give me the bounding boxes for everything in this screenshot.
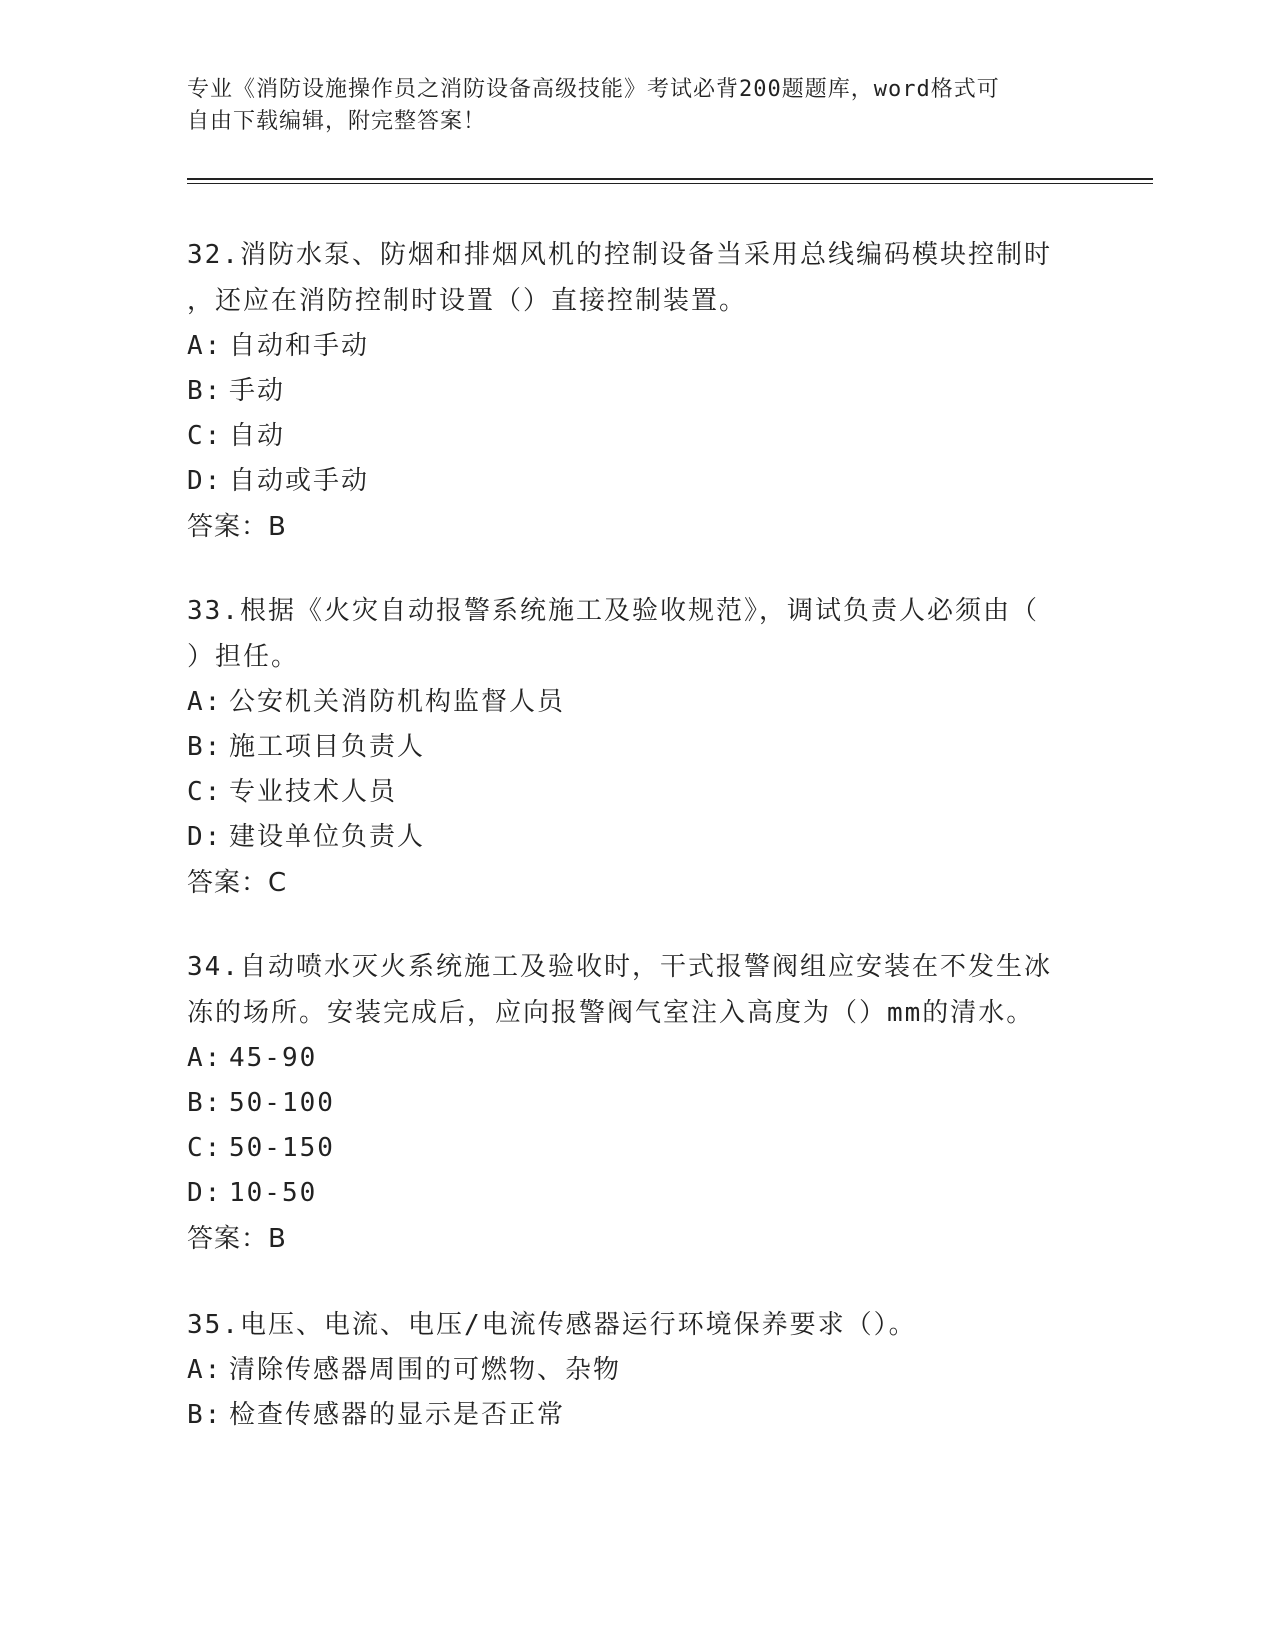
document-header <box>187 74 1067 138</box>
question-33 <box>187 588 1077 906</box>
header-line-2: 自由下载编辑，附完整答案！ <box>187 109 487 134</box>
answer-line: 答案：B <box>187 1224 287 1254</box>
option-c <box>187 770 1077 815</box>
question-text-line: 32.消防水泵、防烟和排烟风机的控制设备当采用总线编码模块控制时 <box>187 240 1052 270</box>
option-b <box>187 1393 1077 1438</box>
option-key: B: <box>187 1400 223 1430</box>
question-text-line: 34.自动喷水灭火系统施工及验收时，干式报警阀组应安装在不发生冰 <box>187 952 1052 982</box>
option-b <box>187 1081 1077 1126</box>
question-text-line: 33.根据《火灾自动报警系统施工及验收规范》，调试负责人必须由（ <box>187 596 1039 626</box>
question-text-line: ，还应在消防控制时设置（）直接控制装置。 <box>187 286 748 316</box>
option-text: 自动 <box>229 421 286 451</box>
question-35 <box>187 1302 1077 1438</box>
question-34 <box>187 944 1077 1262</box>
option-key: C: <box>187 1133 223 1163</box>
option-a <box>187 1036 1077 1081</box>
question-32 <box>187 232 1077 550</box>
option-key: D: <box>187 466 223 496</box>
answer-line: 答案：B <box>187 512 287 542</box>
option-text: 45-90 <box>229 1043 318 1073</box>
header-divider-thick <box>187 178 1153 180</box>
option-text: 50-100 <box>229 1088 335 1118</box>
option-d <box>187 815 1077 860</box>
option-text: 清除传感器周围的可燃物、杂物 <box>229 1355 622 1385</box>
question-text-line: 冻的场所。安装完成后，应向报警阀气室注入高度为（）mm的清水。 <box>187 998 1035 1028</box>
header-line-1: 专业《消防设施操作员之消防设备高级技能》考试必背200题题库，word格式可 <box>187 77 1000 102</box>
option-key: A: <box>187 1043 223 1073</box>
option-d <box>187 459 1077 504</box>
header-divider-thin <box>187 183 1153 184</box>
option-text: 自动和手动 <box>229 331 370 361</box>
option-key: A: <box>187 1355 223 1385</box>
option-text: 自动或手动 <box>229 466 370 496</box>
option-text: 检查传感器的显示是否正常 <box>229 1400 566 1430</box>
option-text: 专业技术人员 <box>229 777 398 807</box>
option-text: 公安机关消防机构监督人员 <box>229 687 566 717</box>
option-text: 建设单位负责人 <box>229 822 426 852</box>
option-d <box>187 1171 1077 1216</box>
option-c <box>187 1126 1077 1171</box>
question-text-line: 35.电压、电流、电压/电流传感器运行环境保养要求（）。 <box>187 1310 917 1340</box>
option-key: D: <box>187 822 223 852</box>
option-b <box>187 725 1077 770</box>
answer-line: 答案：C <box>187 868 288 898</box>
option-key: D: <box>187 1178 223 1208</box>
option-text: 施工项目负责人 <box>229 732 426 762</box>
option-b <box>187 369 1077 414</box>
option-key: A: <box>187 331 223 361</box>
option-a <box>187 324 1077 369</box>
option-c <box>187 414 1077 459</box>
option-key: C: <box>187 421 223 451</box>
option-key: B: <box>187 732 223 762</box>
option-text: 50-150 <box>229 1133 335 1163</box>
option-text: 手动 <box>229 376 286 406</box>
option-key: A: <box>187 687 223 717</box>
option-a <box>187 680 1077 725</box>
option-key: B: <box>187 1088 223 1118</box>
option-key: C: <box>187 777 223 807</box>
option-key: B: <box>187 376 223 406</box>
option-text: 10-50 <box>229 1178 318 1208</box>
option-a <box>187 1348 1077 1393</box>
question-text-line: ）担任。 <box>187 642 300 672</box>
